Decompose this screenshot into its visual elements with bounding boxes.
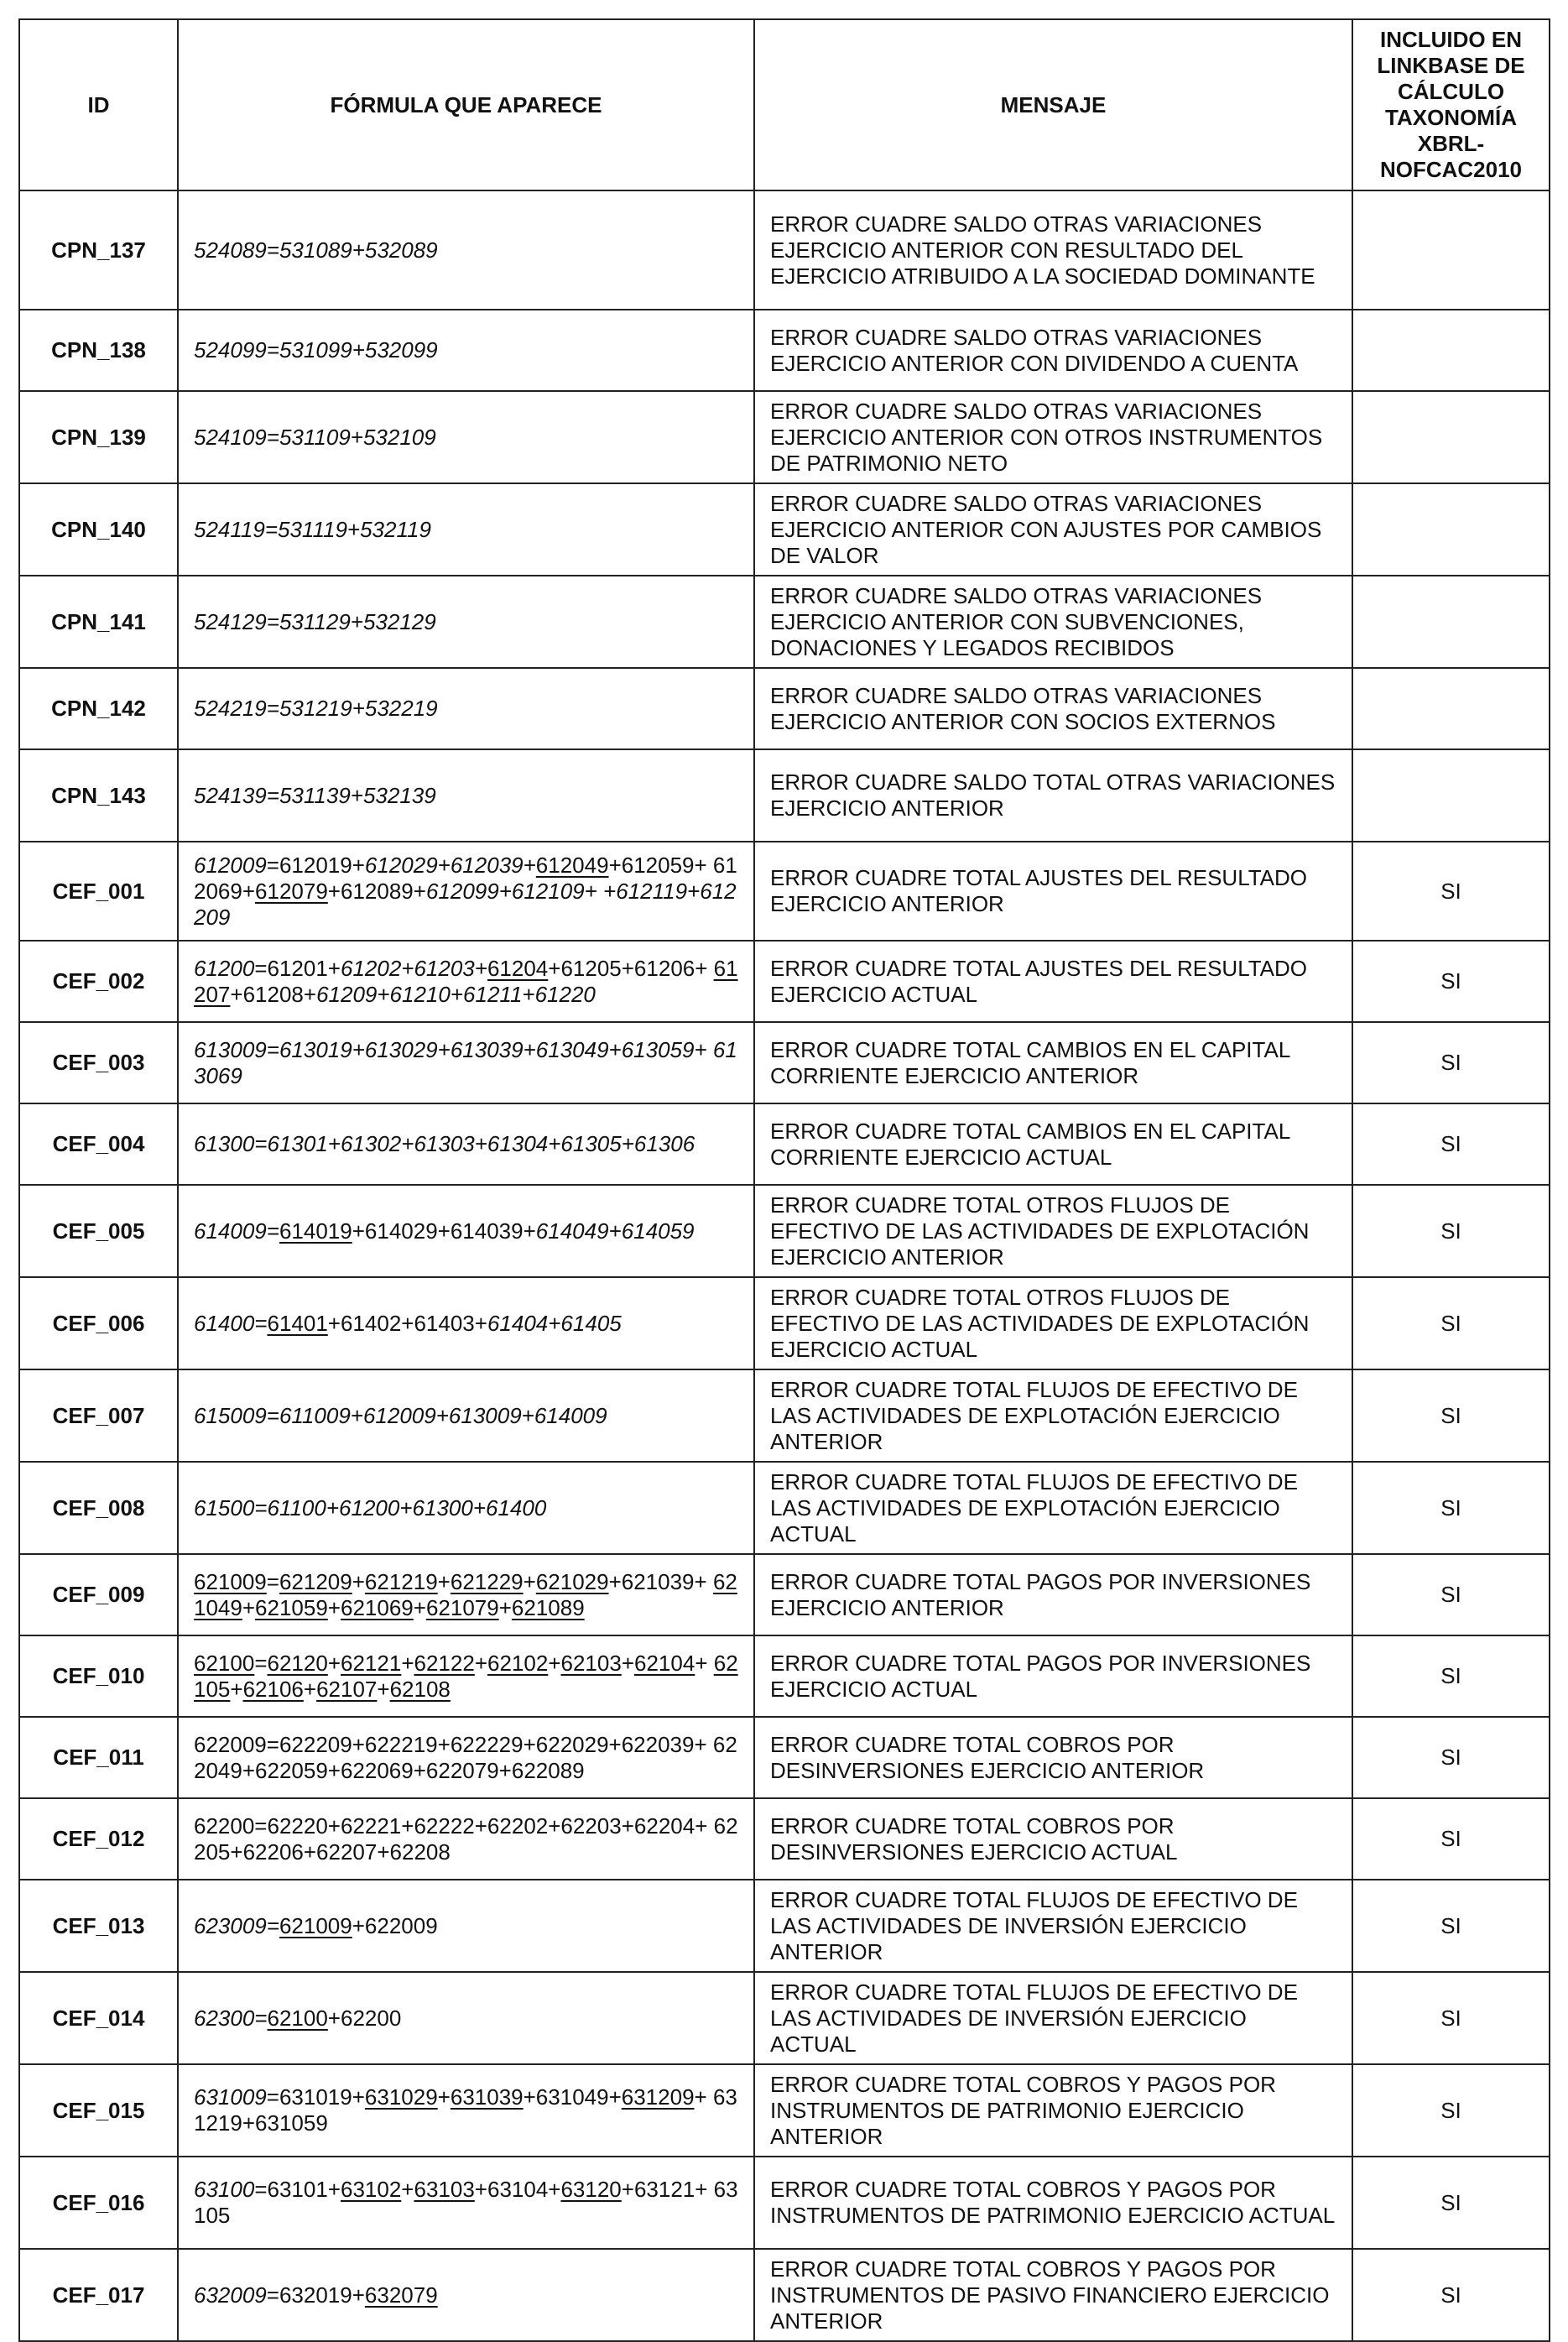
formula-segment: +612089+ — [327, 878, 426, 904]
row-message: ERROR CUADRE TOTAL COBROS Y PAGOS POR INSTRUMENTOS DE PATRIMONIO EJERCICIO ACTUAL — [754, 2157, 1352, 2249]
row-id: CEF_017 — [19, 2249, 178, 2341]
row-message: ERROR CUADRE TOTAL FLUJOS DE EFECTIVO DE LAS ACTIVIDADES DE INVERSIÓN EJERCICIO ANTERIOR — [754, 1880, 1352, 1972]
formula-segment: 63100 — [194, 2177, 255, 2202]
row-formula — [178, 190, 754, 310]
formula-underlined-term: 62102 — [487, 1650, 549, 1676]
row-message: ERROR CUADRE SALDO OTRAS VARIACIONES EJERCICIO ANTERIOR CON RESULTADO DEL EJERCICIO ATRIBUIDO A LA SOCIEDAD DOMINANTE — [754, 190, 1352, 310]
row-id: CEF_012 — [19, 1798, 178, 1880]
formula-segment: +63121+ 63105 — [194, 2177, 738, 2228]
header-message: MENSAJE — [754, 19, 1352, 190]
formula-underlined-term: 61207 — [194, 955, 738, 1007]
row-formula — [178, 2249, 754, 2341]
row-id: CEF_007 — [19, 1369, 178, 1462]
formula-segment: + — [695, 1650, 714, 1676]
formula-segment: +631049+ — [523, 2084, 622, 2110]
row-message: ERROR CUADRE TOTAL OTROS FLUJOS DE EFECTIVO DE LAS ACTIVIDADES DE EXPLOTACIÓN EJERCICIO ANTERIOR — [754, 1185, 1352, 1277]
formula-segment: 524109=531109+532109 — [194, 424, 436, 450]
row-included: SI — [1352, 1277, 1550, 1369]
row-id: CEF_010 — [19, 1635, 178, 1717]
table-header-row — [19, 19, 1550, 190]
table-row — [19, 1022, 1550, 1103]
row-included — [1352, 576, 1550, 668]
formula-segment: 524099=531099+532099 — [194, 337, 438, 363]
formula-segment: 612099+612109+ +612119+612209 — [194, 878, 737, 930]
row-message: ERROR CUADRE SALDO OTRAS VARIACIONES EJERCICIO ANTERIOR CON OTROS INSTRUMENTOS DE PATRIMONIO NETO — [754, 391, 1352, 483]
row-message: ERROR CUADRE TOTAL FLUJOS DE EFECTIVO DE LAS ACTIVIDADES DE EXPLOTACIÓN EJERCICIO ANTERIOR — [754, 1369, 1352, 1462]
row-id: CPN_139 — [19, 391, 178, 483]
formula-underlined-term: 63102 — [340, 2177, 402, 2202]
row-included: SI — [1352, 1798, 1550, 1880]
row-message: ERROR CUADRE TOTAL PAGOS POR INVERSIONES EJERCICIO ACTUAL — [754, 1635, 1352, 1717]
formula-underlined-term: 62103 — [560, 1650, 622, 1676]
table-row — [19, 1103, 1550, 1185]
row-included: SI — [1352, 1554, 1550, 1635]
formula-segment: 62300= — [194, 2005, 268, 2031]
table-row — [19, 1717, 1550, 1798]
formula-segment: 524119=531119+532119 — [194, 516, 431, 542]
validation-table — [18, 18, 1550, 2342]
formula-underlined-term: 621049 — [194, 1568, 737, 1620]
row-included: SI — [1352, 2157, 1550, 2249]
formula-segment: =61201+ — [254, 955, 341, 981]
formula-underlined-term: 621229 — [450, 1568, 524, 1594]
row-id: CEF_004 — [19, 1103, 178, 1185]
row-id: CPN_138 — [19, 310, 178, 391]
table-row — [19, 190, 1550, 310]
formula-underlined-term: 62106 — [242, 1676, 304, 1702]
formula-segment: 62200=62220+62221+62222+62202+62203+62204+ 62205+62206+62207+62208 — [194, 1813, 738, 1865]
table-row — [19, 310, 1550, 391]
row-id: CEF_014 — [19, 1972, 178, 2064]
row-formula — [178, 941, 754, 1022]
formula-underlined-term: 62108 — [389, 1676, 451, 1702]
row-id: CEF_005 — [19, 1185, 178, 1277]
formula-segment: 612029+612039+ — [364, 852, 536, 878]
formula-segment: +61208+ — [230, 981, 317, 1007]
formula-segment: + — [621, 1650, 634, 1676]
row-formula — [178, 1880, 754, 1972]
table-row — [19, 749, 1550, 842]
formula-underlined-term: 62105 — [194, 1650, 738, 1702]
formula-segment: + — [437, 1568, 451, 1594]
row-formula — [178, 483, 754, 576]
formula-underlined-term: 63103 — [414, 2177, 475, 2202]
formula-segment: 623009= — [194, 1912, 279, 1938]
table-row — [19, 1880, 1550, 1972]
formula-segment: =612019+ — [266, 852, 365, 878]
formula-underlined-term: 631209 — [621, 2084, 695, 2110]
header-included: INCLUIDO EN LINKBASE DE CÁLCULO TAXONOMÍA XBRL-NOFCAC2010 — [1352, 19, 1550, 190]
formula-underlined-term: 621219 — [364, 1568, 438, 1594]
formula-segment: + — [437, 2084, 451, 2110]
row-id: CEF_006 — [19, 1277, 178, 1369]
row-message: ERROR CUADRE SALDO TOTAL OTRAS VARIACIONES EJERCICIO ANTERIOR — [754, 749, 1352, 842]
formula-underlined-term: 621069 — [340, 1594, 414, 1620]
formula-underlined-term: 621079 — [425, 1594, 499, 1620]
row-formula — [178, 842, 754, 941]
formula-segment: + — [327, 1650, 341, 1676]
row-included: SI — [1352, 1880, 1550, 1972]
row-id: CPN_140 — [19, 483, 178, 576]
row-id: CEF_002 — [19, 941, 178, 1022]
row-message: ERROR CUADRE SALDO OTRAS VARIACIONES EJERCICIO ANTERIOR CON AJUSTES POR CAMBIOS DE VALOR — [754, 483, 1352, 576]
formula-segment: 61400= — [194, 1310, 268, 1336]
formula-segment: 61202+61203+ — [340, 955, 487, 981]
row-formula — [178, 1277, 754, 1369]
row-formula — [178, 668, 754, 749]
formula-segment: 622009=622209+622219+622229+622029+622039+ 622049+622059+622069+622079+622089 — [194, 1731, 737, 1783]
row-id: CPN_137 — [19, 190, 178, 310]
header-formula: FÓRMULA QUE APARECE — [178, 19, 754, 190]
formula-segment: =632019+ — [266, 2282, 365, 2308]
row-formula — [178, 1369, 754, 1462]
formula-segment: + — [352, 1568, 365, 1594]
row-id: CPN_143 — [19, 749, 178, 842]
table-row — [19, 1798, 1550, 1880]
row-formula — [178, 1022, 754, 1103]
row-included — [1352, 190, 1550, 310]
formula-segment: 61200 — [194, 955, 255, 981]
formula-segment: 615009=611009+612009+613009+614009 — [194, 1402, 607, 1428]
formula-segment: + 631219+631059 — [194, 2084, 737, 2136]
table-row — [19, 1185, 1550, 1277]
row-included: SI — [1352, 1185, 1550, 1277]
formula-underlined-term: 62122 — [414, 1650, 475, 1676]
row-included: SI — [1352, 1369, 1550, 1462]
row-included: SI — [1352, 1462, 1550, 1554]
formula-segment: 614009= — [194, 1218, 279, 1244]
row-formula — [178, 310, 754, 391]
table-row — [19, 1277, 1550, 1369]
formula-underlined-term: 612049 — [535, 852, 609, 878]
table-row — [19, 941, 1550, 1022]
formula-underlined-term: 621089 — [511, 1594, 585, 1620]
formula-underlined-term: 632079 — [364, 2282, 438, 2308]
row-id: CPN_141 — [19, 576, 178, 668]
formula-segment: 524139=531139+532139 — [194, 782, 436, 808]
formula-underlined-term: 621059 — [255, 1594, 328, 1620]
formula-segment: 524219=531219+532219 — [194, 696, 438, 721]
formula-segment: +63104+ — [474, 2177, 561, 2202]
row-formula — [178, 1462, 754, 1554]
row-included — [1352, 483, 1550, 576]
formula-segment: + — [474, 1650, 487, 1676]
formula-underlined-term: 62100 — [194, 1650, 255, 1676]
row-message: ERROR CUADRE TOTAL AJUSTES DEL RESULTADO EJERCICIO ANTERIOR — [754, 842, 1352, 941]
row-message: ERROR CUADRE TOTAL COBROS Y PAGOS POR INSTRUMENTOS DE PATRIMONIO EJERCICIO ANTERIOR — [754, 2064, 1352, 2157]
row-included: SI — [1352, 2064, 1550, 2157]
formula-segment: 524089=531089+532089 — [194, 237, 438, 263]
table-row — [19, 1972, 1550, 2064]
formula-segment: +621039+ — [608, 1568, 713, 1594]
table-row — [19, 1462, 1550, 1554]
formula-segment: + — [401, 2177, 414, 2202]
row-included — [1352, 749, 1550, 842]
row-included: SI — [1352, 1972, 1550, 2064]
row-formula — [178, 1554, 754, 1635]
row-formula — [178, 1798, 754, 1880]
formula-underlined-term: 612079 — [255, 878, 328, 904]
formula-segment: + — [303, 1676, 317, 1702]
formula-underlined-term: 63120 — [560, 2177, 622, 2202]
row-formula — [178, 1717, 754, 1798]
formula-segment: =63101+ — [254, 2177, 341, 2202]
row-id: CEF_015 — [19, 2064, 178, 2157]
row-id: CEF_016 — [19, 2157, 178, 2249]
row-message: ERROR CUADRE TOTAL COBROS POR DESINVERSIONES EJERCICIO ACTUAL — [754, 1798, 1352, 1880]
row-included — [1352, 310, 1550, 391]
table-row — [19, 2157, 1550, 2249]
table-row — [19, 391, 1550, 483]
row-included: SI — [1352, 842, 1550, 941]
formula-segment: + — [377, 1676, 390, 1702]
row-id: CEF_009 — [19, 1554, 178, 1635]
formula-underlined-term: 621009 — [279, 1912, 352, 1938]
formula-underlined-term: 62107 — [316, 1676, 378, 1702]
row-included — [1352, 668, 1550, 749]
formula-underlined-term: 631029 — [364, 2084, 438, 2110]
row-included: SI — [1352, 2249, 1550, 2341]
formula-segment: 61404+61405 — [487, 1310, 622, 1336]
row-included: SI — [1352, 1717, 1550, 1798]
row-included — [1352, 391, 1550, 483]
row-message: ERROR CUADRE TOTAL CAMBIOS EN EL CAPITAL CORRIENTE EJERCICIO ANTERIOR — [754, 1022, 1352, 1103]
formula-segment: 61209+61210+61211+61220 — [316, 981, 596, 1007]
formula-underlined-term: 62120 — [267, 1650, 328, 1676]
formula-underlined-term: 62121 — [341, 1650, 402, 1676]
row-included: SI — [1352, 941, 1550, 1022]
row-id: CPN_142 — [19, 668, 178, 749]
formula-segment: +614029+614039+ — [352, 1218, 536, 1244]
formula-segment: 61500=61100+61200+61300+61400 — [194, 1494, 547, 1520]
row-message: ERROR CUADRE TOTAL OTROS FLUJOS DE EFECTIVO DE LAS ACTIVIDADES DE EXPLOTACIÓN EJERCICIO ACTUAL — [754, 1277, 1352, 1369]
formula-underlined-term: 621209 — [279, 1568, 352, 1594]
row-included: SI — [1352, 1022, 1550, 1103]
row-formula — [178, 2157, 754, 2249]
row-formula — [178, 1635, 754, 1717]
row-id: CEF_013 — [19, 1880, 178, 1972]
row-formula — [178, 1185, 754, 1277]
table-body — [19, 190, 1550, 2341]
formula-segment: +612059+ 612069+ — [194, 852, 737, 904]
formula-segment: 524129=531129+532129 — [194, 608, 436, 634]
row-id: CEF_003 — [19, 1022, 178, 1103]
table-row — [19, 668, 1550, 749]
row-message: ERROR CUADRE TOTAL PAGOS POR INVERSIONES EJERCICIO ANTERIOR — [754, 1554, 1352, 1635]
table-row — [19, 1554, 1550, 1635]
formula-segment: =631019+ — [266, 2084, 365, 2110]
header-id: ID — [19, 19, 178, 190]
formula-segment: 613009=613019+613029+613039+613049+613059+ 613069 — [194, 1036, 737, 1088]
table-row — [19, 842, 1550, 941]
table-row — [19, 483, 1550, 576]
formula-segment: +61402+61403+ — [327, 1310, 487, 1336]
formula-segment: + — [523, 1568, 536, 1594]
table-row — [19, 1635, 1550, 1717]
formula-segment: + — [230, 1676, 243, 1702]
row-id: CEF_001 — [19, 842, 178, 941]
row-message: ERROR CUADRE TOTAL COBROS POR DESINVERSIONES EJERCICIO ANTERIOR — [754, 1717, 1352, 1798]
table-row — [19, 2249, 1550, 2341]
row-id: CEF_008 — [19, 1462, 178, 1554]
formula-underlined-term: 61204 — [487, 955, 549, 981]
row-id: CEF_011 — [19, 1717, 178, 1798]
formula-segment: 612009 — [194, 852, 267, 878]
row-formula — [178, 1972, 754, 2064]
formula-segment: + — [548, 1650, 561, 1676]
formula-segment: + — [498, 1594, 512, 1620]
formula-segment: 631009 — [194, 2084, 267, 2110]
formula-segment: 61300=61301+61302+61303+61304+61305+61306 — [194, 1131, 695, 1156]
row-message: ERROR CUADRE TOTAL FLUJOS DE EFECTIVO DE LAS ACTIVIDADES DE EXPLOTACIÓN EJERCICIO ACTUAL — [754, 1462, 1352, 1554]
formula-segment: = — [266, 1568, 279, 1594]
formula-underlined-term: 621029 — [535, 1568, 609, 1594]
formula-segment: 632009 — [194, 2282, 267, 2308]
row-formula — [178, 391, 754, 483]
row-formula — [178, 2064, 754, 2157]
row-message: ERROR CUADRE TOTAL COBROS Y PAGOS POR INSTRUMENTOS DE PASIVO FINANCIERO EJERCICIO ANTERIOR — [754, 2249, 1352, 2341]
formula-underlined-term: 61401 — [267, 1310, 328, 1336]
row-message: ERROR CUADRE SALDO OTRAS VARIACIONES EJERCICIO ANTERIOR CON DIVIDENDO A CUENTA — [754, 310, 1352, 391]
table-row — [19, 1369, 1550, 1462]
row-formula — [178, 576, 754, 668]
formula-segment: +622009 — [352, 1912, 438, 1938]
formula-segment: = — [254, 1650, 268, 1676]
formula-segment: +62200 — [327, 2005, 402, 2031]
formula-segment: + — [327, 1594, 341, 1620]
formula-segment: +61205+61206+ — [548, 955, 714, 981]
row-message: ERROR CUADRE SALDO OTRAS VARIACIONES EJERCICIO ANTERIOR CON SUBVENCIONES, DONACIONES Y LEGADOS RECIBIDOS — [754, 576, 1352, 668]
formula-underlined-term: 62104 — [634, 1650, 695, 1676]
formula-segment: + — [401, 1650, 414, 1676]
row-included: SI — [1352, 1103, 1550, 1185]
formula-underlined-term: 621009 — [194, 1568, 267, 1594]
formula-segment: + — [413, 1594, 426, 1620]
row-message: ERROR CUADRE TOTAL CAMBIOS EN EL CAPITAL CORRIENTE EJERCICIO ACTUAL — [754, 1103, 1352, 1185]
table-row — [19, 576, 1550, 668]
formula-underlined-term: 631039 — [450, 2084, 524, 2110]
row-formula — [178, 749, 754, 842]
row-message: ERROR CUADRE TOTAL FLUJOS DE EFECTIVO DE LAS ACTIVIDADES DE INVERSIÓN EJERCICIO ACTUAL — [754, 1972, 1352, 2064]
row-message: ERROR CUADRE SALDO OTRAS VARIACIONES EJERCICIO ANTERIOR CON SOCIOS EXTERNOS — [754, 668, 1352, 749]
formula-underlined-term: 62100 — [267, 2005, 328, 2031]
formula-segment: 614049+614059 — [535, 1218, 695, 1244]
formula-underlined-term: 614019 — [279, 1218, 352, 1244]
row-formula — [178, 1103, 754, 1185]
table-row — [19, 2064, 1550, 2157]
row-message: ERROR CUADRE TOTAL AJUSTES DEL RESULTADO EJERCICIO ACTUAL — [754, 941, 1352, 1022]
row-included: SI — [1352, 1635, 1550, 1717]
formula-segment: + — [242, 1594, 256, 1620]
